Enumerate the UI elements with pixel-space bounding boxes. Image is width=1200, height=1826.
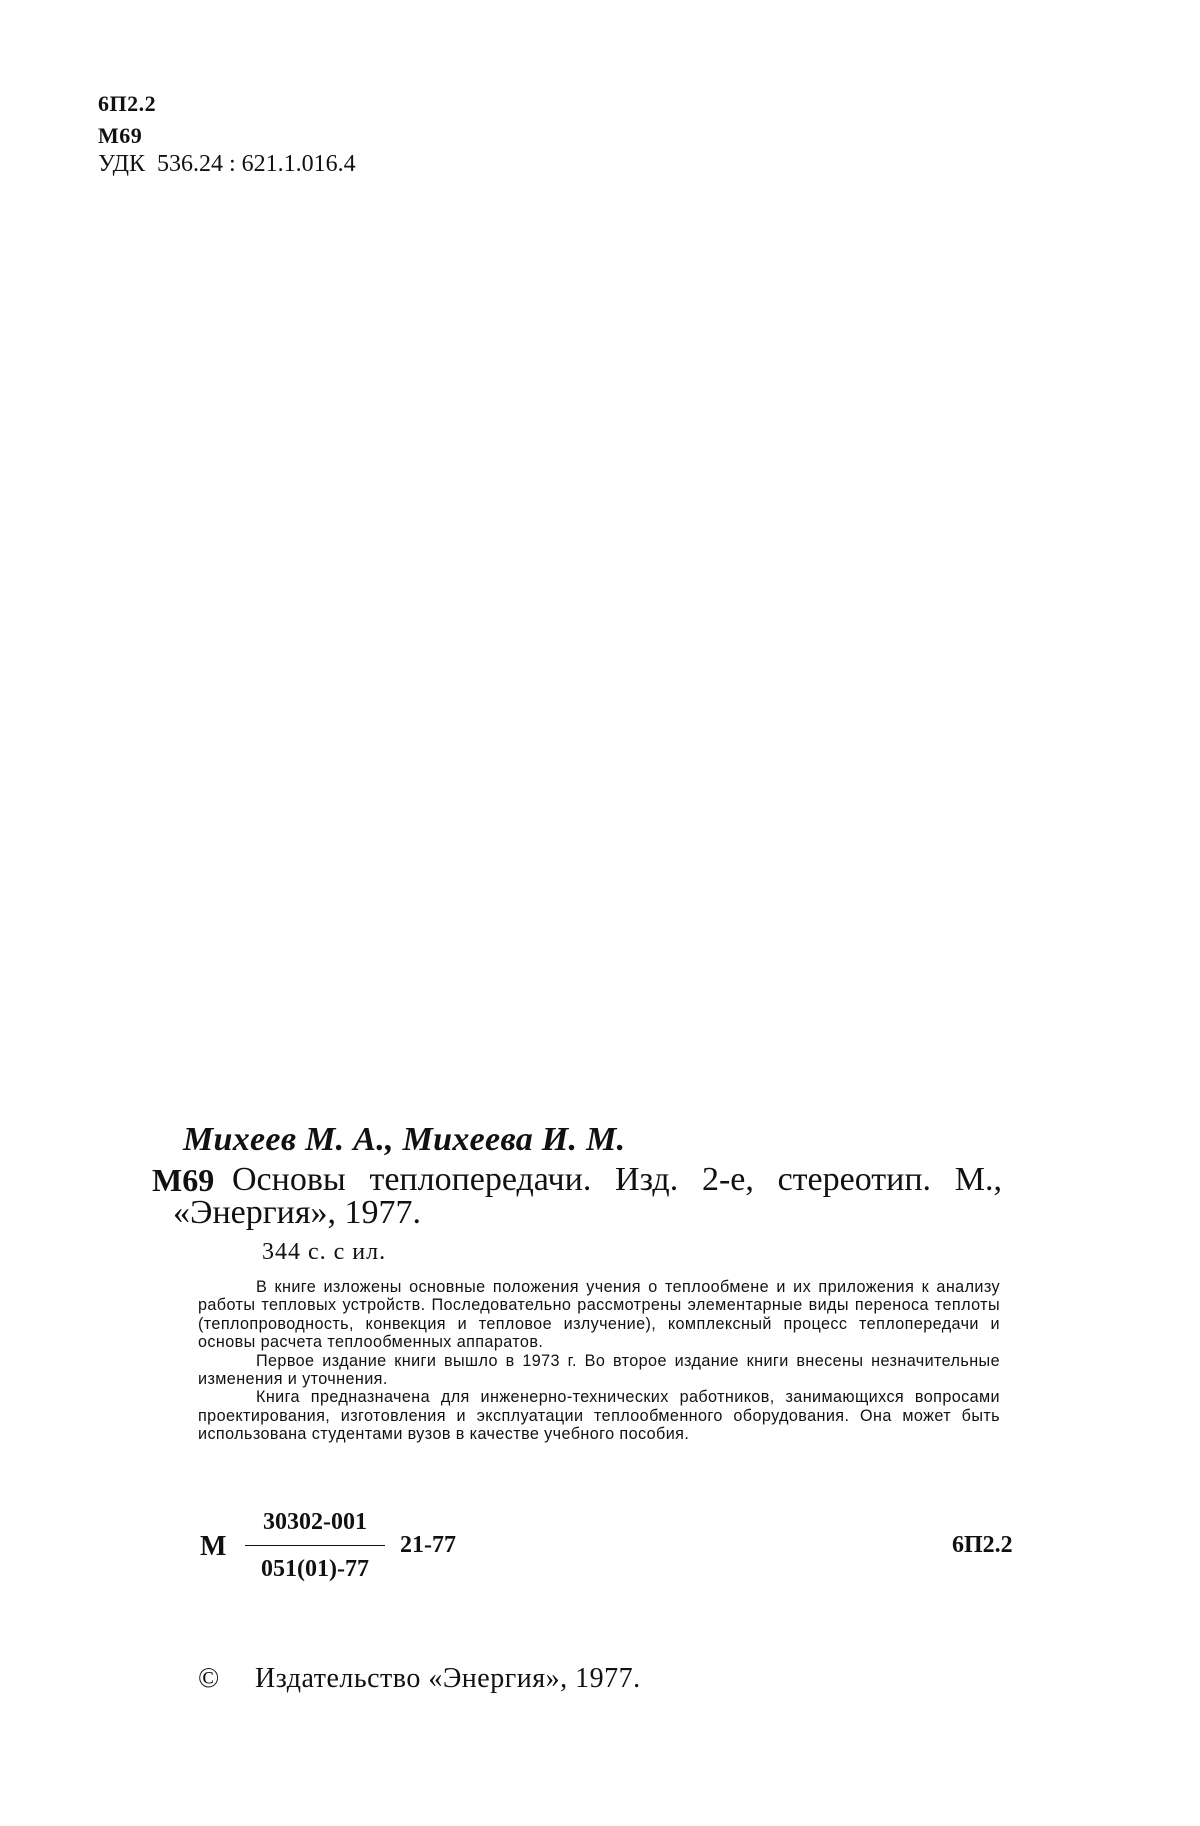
copyright-icon: © <box>198 1663 220 1694</box>
bbk-index: 6П2.2 <box>98 91 157 116</box>
card-title-line-2: «Энергия», 1977. <box>173 1194 422 1231</box>
fraction-letter: М <box>200 1531 227 1562</box>
udk-index: УДК 536.24 : 621.1.016.4 <box>98 151 356 177</box>
card-page-count: 344 с. с ил. <box>262 1239 387 1265</box>
card-authors: Михеев М. А., Михеева И. М. <box>183 1121 626 1158</box>
annotation-paragraph: В книге изложены основные положения учения о теплообмене и их приложения к анализу работы тепловых устройств. Последовательно рассмотрены элементарные виды переноса теплоты (теплопроводность, конвекция и тепловое излучение), комплексный процесс теплопередачи и основы расчета теплообменных аппаратов. <box>198 1278 1000 1352</box>
author-code: М69 <box>98 123 143 148</box>
annotation-paragraph: Книга предназначена для инженерно-технических работников, занимающихся вопросами проектирования, изготовления и эксплуатации теплообменного оборудования. Она может быть использована студентами вузов в качестве учебного пособия. <box>198 1388 1000 1444</box>
fraction-suffix: 21-77 <box>400 1532 456 1558</box>
fraction-bbk-index: 6П2.2 <box>952 1532 1013 1558</box>
annotation-paragraph: Первое издание книги вышло в 1973 г. Во второе издание книги внесены незначительные изменения и уточнения. <box>198 1351 1000 1389</box>
annotation <box>198 1278 1000 1444</box>
card-title-line-1: Основы теплопередачи. Изд. 2-е, стереотип. М., <box>232 1161 1002 1198</box>
copyright-text: Издательство «Энергия», 1977. <box>255 1663 641 1694</box>
card-author-code: М69 <box>152 1162 215 1198</box>
fraction-numerator: 30302-001 <box>263 1509 367 1535</box>
fraction-divider <box>245 1545 385 1546</box>
fraction-denominator: 051(01)-77 <box>261 1556 369 1582</box>
